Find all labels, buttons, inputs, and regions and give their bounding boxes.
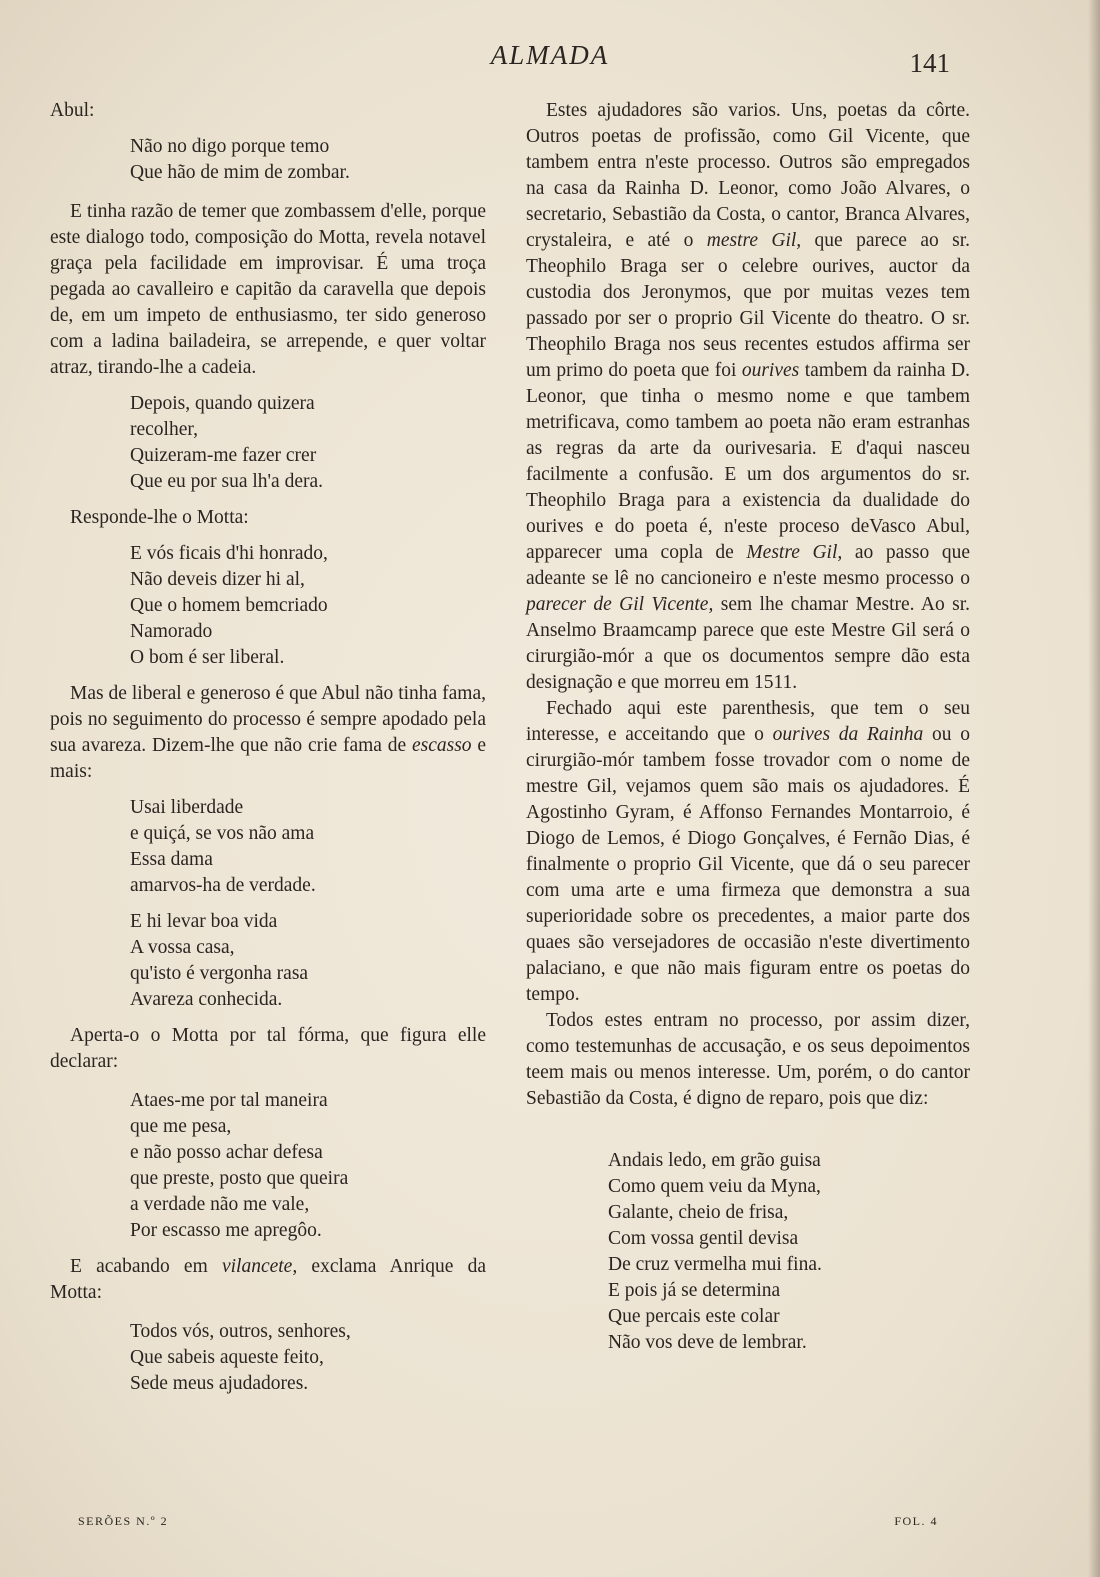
signature-mark: SERÕES N.º 2 (78, 1514, 169, 1528)
verse-line: qu'isto é vergonha rasa (130, 963, 309, 984)
right-column (526, 98, 970, 1356)
verse-line: Usai liberdade (130, 797, 244, 818)
verse-line: amarvos-ha de verdade. (130, 875, 316, 896)
verse-line: Que o homem bemcriado (130, 595, 328, 616)
verse-block (130, 909, 486, 1013)
verse-line: Que percais este colar (608, 1306, 780, 1327)
running-title: ALMADA (490, 40, 610, 70)
verse-line: Não no digo porque temo (130, 136, 330, 157)
emphasis: ourives da Rainha (772, 724, 924, 745)
verse-line: Avareza conhecida. (130, 989, 283, 1010)
folio-mark: FOL. 4 (894, 1514, 938, 1528)
verse-line: Quizeram-me fazer crer (130, 445, 317, 466)
verse-line: Com vossa gentil devisa (608, 1228, 799, 1249)
verse-line: e não posso achar defesa (130, 1142, 323, 1163)
verse-line: E hi levar boa vida (130, 911, 278, 932)
verse-line: Namorado (130, 621, 213, 642)
verse-line: E vós ficais d'hi honrado, (130, 543, 328, 564)
verse-line: O bom é ser liberal. (130, 647, 285, 668)
emphasis: parecer de Gil Vicente, (526, 594, 714, 615)
paragraph: Mas de liberal e generoso é que Abul não tinha fama, pois no seguimento do processo é sempre apodado pela sua avareza. Dizem-lhe que não crie fama de escasso e mais: (50, 683, 486, 782)
verse-block (130, 1088, 486, 1244)
paragraph: E tinha razão de temer que zombassem d'elle, porque este dialogo todo, composição do Motta, revela notavel graça pela facilidade em improvisar. É uma troça pegada ao cavalleiro e capitão da caravella que depois de, em um impeto de enthusiasmo, ter sido generoso com a ladina bailadeira, se arrepende, e quer voltar atraz, tirando-lhe a cadeia. (50, 201, 486, 378)
paragraph: Todos estes entram no processo, por assim dizer, como testemunhas de accusação, e os seus depoimentos teem mais ou menos interesse. Um, porém, o do cantor Sebastião da Costa, é digno de reparo, pois que diz: (526, 1010, 970, 1109)
verse-line: Sede meus ajudadores. (130, 1373, 309, 1394)
verse-block (130, 391, 486, 495)
verse-block (130, 1319, 486, 1397)
emphasis: mestre Gil, (706, 230, 802, 251)
verse-line: Andais ledo, em grão guisa (608, 1150, 821, 1171)
emphasis: escasso (411, 735, 472, 756)
emphasis: ourives (741, 360, 800, 381)
verse-line: recolher, (130, 419, 198, 440)
verse-line: Não vos deve de lembrar. (608, 1332, 807, 1353)
verse-line: Não deveis dizer hi al, (130, 569, 305, 590)
speaker-label: Abul: (50, 100, 95, 121)
verse-line: Como quem veiu da Myna, (608, 1176, 821, 1197)
emphasis: Mestre Gil, (746, 542, 843, 563)
paragraph: Responde-lhe o Motta: (70, 507, 249, 528)
verse-line: Por escasso me apregôo. (130, 1220, 322, 1241)
verse-line: Galante, cheio de frisa, (608, 1202, 789, 1223)
verse-line: Que hão de mim de zombar. (130, 162, 350, 183)
verse-line: Essa dama (130, 849, 213, 870)
verse-line: Ataes-me por tal maneira (130, 1090, 328, 1111)
verse-block (130, 541, 486, 671)
verse-line: A vossa casa, (130, 937, 235, 958)
verse-block (130, 795, 486, 899)
verse-line: Que eu por sua lh'a dera. (130, 471, 324, 492)
verse-line: E pois já se determina (608, 1280, 781, 1301)
verse-line: Todos vós, outros, senhores, (130, 1321, 351, 1342)
verse-line: e quiçá, se vos não ama (130, 823, 315, 844)
paragraph: Aperta-o o Motta por tal fórma, que figura elle declarar: (50, 1025, 486, 1072)
paragraph: E acabando em vilancete, exclama Anrique da Motta: (50, 1256, 487, 1303)
verse-line: Que sabeis aqueste feito, (130, 1347, 324, 1368)
paragraph: Fechado aqui este parenthesis, que tem o seu interesse, e acceitando que o ourives da Rainha ou o cirurgião-mór tambem fosse trovador com o nome de mestre Gil, vejamos quem são mais os ajudadores. É Agostinho Gyram, é Affonso Fernandes Montarroio, é Diogo de Lemos, é Diogo Gonçalves, é Fernão Dias, é finalmente o proprio Gil Vicente, que dá o seu parecer com uma arte e uma firmeza que demonstra a sua superioridade sobre os precedentes, a maior parte dos quaes são versejadores de occasião n'este divertimento palaciano, e que não mais figuram entre os poetas do tempo. (526, 698, 971, 1005)
page-number: 141 (909, 48, 950, 78)
verse-line: a verdade não me vale, (130, 1194, 310, 1215)
emphasis: vilancete, (221, 1256, 298, 1277)
left-column (50, 98, 486, 1397)
verse-block (608, 1148, 970, 1356)
verse-line: Depois, quando quizera (130, 393, 315, 414)
paragraph: Estes ajudadores são varios. Uns, poetas da côrte. Outros poetas de profissão, como Gil Vicente, que tambem entra n'este processo. Outros são empregados na casa da Rainha D. Leonor, como João Alvares, o secretario, Sebastião da Costa, o cantor, Branca Alvares, crystaleira, e até o mestre Gil, que parece ao sr. Theophilo Braga ser o celebre ourives, auctor da custodia dos Jeronymos, que por muitas vezes tem passado por ser o proprio Gil Vicente do theatro. O sr. Theophilo Braga nos seus recentes estudos affirma ser um primo do poeta que foi ourives tambem da rainha D. Leonor, que tinha o mesmo nome e que tambem metrificava, como tambem ao poeta não eram estranhas as regras da arte da ourivesaria. E d'aqui nasceu facilmente a confusão. E um dos argumentos do sr. Theophilo Braga para a existencia da dualidade do ourives e do poeta é, n'este proceso deVasco Abul, apparecer uma copla de Mestre Gil, ao passo que adeante se lê no cancioneiro e n'este mesmo processo o parecer de Gil Vicente, sem lhe chamar Mestre. Ao sr. Anselmo Braamcamp parece que este Mestre Gil será o cirurgião-mór a que os documentos sempre dão esta designação e que morreu em 1511. (526, 100, 970, 693)
verse-line: que preste, posto que queira (130, 1168, 349, 1189)
verse-line: que me pesa, (130, 1116, 232, 1137)
verse-line: De cruz vermelha mui fina. (608, 1254, 822, 1275)
verse-block (130, 134, 486, 186)
